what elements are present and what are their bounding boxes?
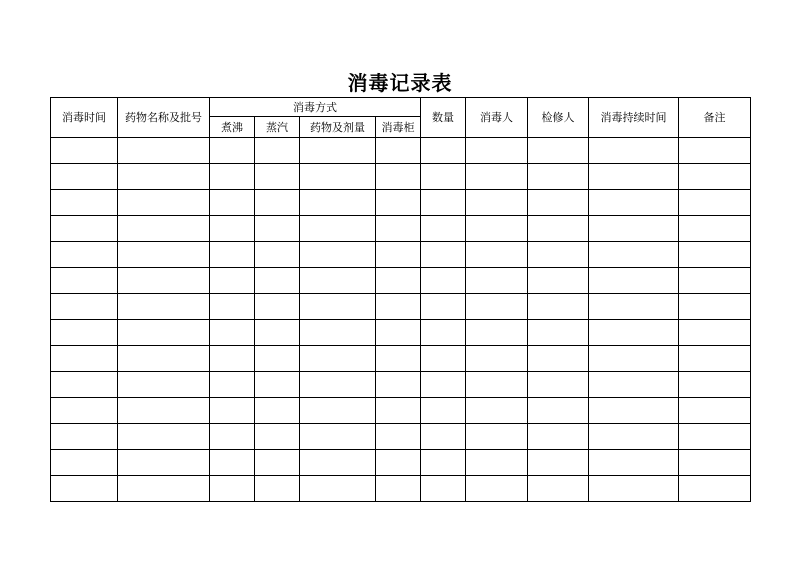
table-row [51,268,751,294]
header-drug-name-batch: 药物名称及批号 [118,98,210,138]
page-title: 消毒记录表 [347,71,453,95]
header-disinfection-time: 消毒时间 [51,98,118,138]
table-row [51,424,751,450]
table-cell[interactable] [679,216,751,242]
table-cell[interactable] [300,424,376,450]
table-cell[interactable] [118,476,210,502]
table-cell[interactable] [466,450,528,476]
table-cell[interactable] [528,164,589,190]
table-cell[interactable] [210,476,255,502]
header-row-top [51,98,751,117]
table-cell[interactable] [466,476,528,502]
table-cell[interactable] [210,216,255,242]
table-cell[interactable] [255,424,300,450]
table-cell[interactable] [528,138,589,164]
table-cell[interactable] [466,346,528,372]
table-row [51,476,751,502]
table-cell[interactable] [51,216,118,242]
table-row [51,216,751,242]
table-cell[interactable] [589,450,679,476]
header-inspector: 检修人 [528,98,589,138]
table-cell[interactable] [210,398,255,424]
table-cell[interactable] [421,242,466,268]
table-cell[interactable] [255,320,300,346]
table-cell[interactable] [300,294,376,320]
table-cell[interactable] [421,268,466,294]
table-cell[interactable] [210,242,255,268]
table-cell[interactable] [421,138,466,164]
table-cell[interactable] [679,372,751,398]
table-cell[interactable] [210,346,255,372]
table-row [51,398,751,424]
header-method-steam: 蒸汽 [255,117,300,138]
table-cell[interactable] [466,294,528,320]
table-cell[interactable] [528,242,589,268]
table-cell[interactable] [466,138,528,164]
table-cell[interactable] [589,242,679,268]
table-cell[interactable] [118,268,210,294]
table-cell[interactable] [466,320,528,346]
table-cell[interactable] [589,190,679,216]
table-cell[interactable] [255,372,300,398]
table-row [51,294,751,320]
table-cell[interactable] [51,424,118,450]
table-row [51,242,751,268]
table-cell[interactable] [118,424,210,450]
header-method-boil: 煮沸 [210,117,255,138]
table-cell[interactable] [376,242,421,268]
table-cell[interactable] [528,216,589,242]
table-cell[interactable] [118,164,210,190]
table-cell[interactable] [466,164,528,190]
table-cell[interactable] [589,424,679,450]
table-cell[interactable] [589,372,679,398]
table-cell[interactable] [118,346,210,372]
table-cell[interactable] [589,268,679,294]
table-cell[interactable] [679,242,751,268]
table-cell[interactable] [528,294,589,320]
table-cell[interactable] [210,190,255,216]
table-cell[interactable] [528,268,589,294]
table-cell[interactable] [421,424,466,450]
table-cell[interactable] [51,372,118,398]
table-cell[interactable] [376,164,421,190]
table-row [51,372,751,398]
table-cell[interactable] [300,164,376,190]
table-cell[interactable] [210,138,255,164]
header-method-group: 消毒方式 [210,98,421,117]
table-cell[interactable] [210,424,255,450]
table-cell[interactable] [255,346,300,372]
table-cell[interactable] [51,476,118,502]
table-cell[interactable] [376,294,421,320]
table-cell[interactable] [300,372,376,398]
table-cell[interactable] [589,476,679,502]
header-method-drug-dose: 药物及剂量 [300,117,376,138]
table-cell[interactable] [466,372,528,398]
table-cell[interactable] [421,320,466,346]
table-cell[interactable] [528,346,589,372]
table-cell[interactable] [255,450,300,476]
table-cell[interactable] [421,476,466,502]
table-cell[interactable] [376,424,421,450]
table-cell[interactable] [300,190,376,216]
table-cell[interactable] [376,476,421,502]
table-cell[interactable] [300,268,376,294]
table-cell[interactable] [528,450,589,476]
table-row [51,138,751,164]
table-cell[interactable] [421,294,466,320]
table-cell[interactable] [118,138,210,164]
table-cell[interactable] [51,268,118,294]
table-cell[interactable] [679,294,751,320]
table-cell[interactable] [528,424,589,450]
table-cell[interactable] [376,346,421,372]
table-cell[interactable] [210,450,255,476]
table-cell[interactable] [118,242,210,268]
table-cell[interactable] [118,398,210,424]
table-cell[interactable] [679,268,751,294]
table-row [51,164,751,190]
table-cell[interactable] [255,164,300,190]
table-cell[interactable] [421,346,466,372]
table-cell[interactable] [300,398,376,424]
table-cell[interactable] [210,372,255,398]
table-cell[interactable] [589,294,679,320]
table-cell[interactable] [421,398,466,424]
table-cell[interactable] [51,450,118,476]
header-duration: 消毒持续时间 [589,98,679,138]
table-cell[interactable] [528,372,589,398]
header-quantity: 数量 [421,98,466,138]
table-row [51,320,751,346]
table-cell[interactable] [51,294,118,320]
table-cell[interactable] [300,346,376,372]
table-cell[interactable] [300,450,376,476]
header-method-cabinet: 消毒柜 [376,117,421,138]
table-cell[interactable] [376,216,421,242]
table-cell[interactable] [421,190,466,216]
table-cell[interactable] [51,242,118,268]
table-cell[interactable] [255,216,300,242]
table-cell[interactable] [528,190,589,216]
table-cell[interactable] [255,190,300,216]
table-cell[interactable] [118,450,210,476]
header-disinfector: 消毒人 [466,98,528,138]
table-cell[interactable] [466,268,528,294]
table-cell[interactable] [466,216,528,242]
table-cell[interactable] [255,242,300,268]
table-cell[interactable] [679,346,751,372]
header-remarks: 备注 [679,98,751,138]
table-cell[interactable] [300,320,376,346]
table-cell[interactable] [118,294,210,320]
table-row [51,450,751,476]
table-cell[interactable] [421,372,466,398]
table-cell[interactable] [466,398,528,424]
table-cell[interactable] [51,398,118,424]
table-cell[interactable] [466,190,528,216]
table-cell[interactable] [255,294,300,320]
table-row [51,346,751,372]
table-cell[interactable] [679,450,751,476]
table-cell[interactable] [679,320,751,346]
table-cell[interactable] [466,424,528,450]
table-cell[interactable] [589,164,679,190]
table-cell[interactable] [421,164,466,190]
table-cell[interactable] [210,268,255,294]
disinfection-record-table [50,97,751,502]
table-cell[interactable] [376,190,421,216]
table-cell[interactable] [376,320,421,346]
table-cell[interactable] [300,242,376,268]
table-cell[interactable] [51,190,118,216]
table-cell[interactable] [376,398,421,424]
table-cell[interactable] [376,268,421,294]
table-cell[interactable] [255,138,300,164]
table-cell[interactable] [255,476,300,502]
table-cell[interactable] [210,294,255,320]
table-cell[interactable] [376,450,421,476]
table-cell[interactable] [679,424,751,450]
table-cell[interactable] [528,398,589,424]
table-cell[interactable] [679,164,751,190]
table-cell[interactable] [528,320,589,346]
table-cell[interactable] [679,190,751,216]
table-cell[interactable] [118,320,210,346]
table-cell[interactable] [528,476,589,502]
table-cell[interactable] [51,320,118,346]
table-cell[interactable] [589,346,679,372]
table-cell[interactable] [589,320,679,346]
table-cell[interactable] [376,138,421,164]
table-cell[interactable] [51,138,118,164]
table-cell[interactable] [118,216,210,242]
table-cell[interactable] [118,190,210,216]
table-cell[interactable] [421,216,466,242]
table-cell[interactable] [118,372,210,398]
table-cell[interactable] [589,138,679,164]
table-body [51,138,751,502]
table-cell[interactable] [51,346,118,372]
table-cell[interactable] [210,164,255,190]
table-row [51,190,751,216]
table-cell[interactable] [679,138,751,164]
table-cell[interactable] [300,476,376,502]
table-cell[interactable] [589,398,679,424]
table-cell[interactable] [421,450,466,476]
table-cell[interactable] [679,398,751,424]
table-cell[interactable] [210,320,255,346]
table-cell[interactable] [255,268,300,294]
table-cell[interactable] [376,372,421,398]
table-cell[interactable] [300,216,376,242]
table-cell[interactable] [466,242,528,268]
table-cell[interactable] [255,398,300,424]
table-cell[interactable] [679,476,751,502]
table-cell[interactable] [300,138,376,164]
table-cell[interactable] [589,216,679,242]
table-cell[interactable] [51,164,118,190]
